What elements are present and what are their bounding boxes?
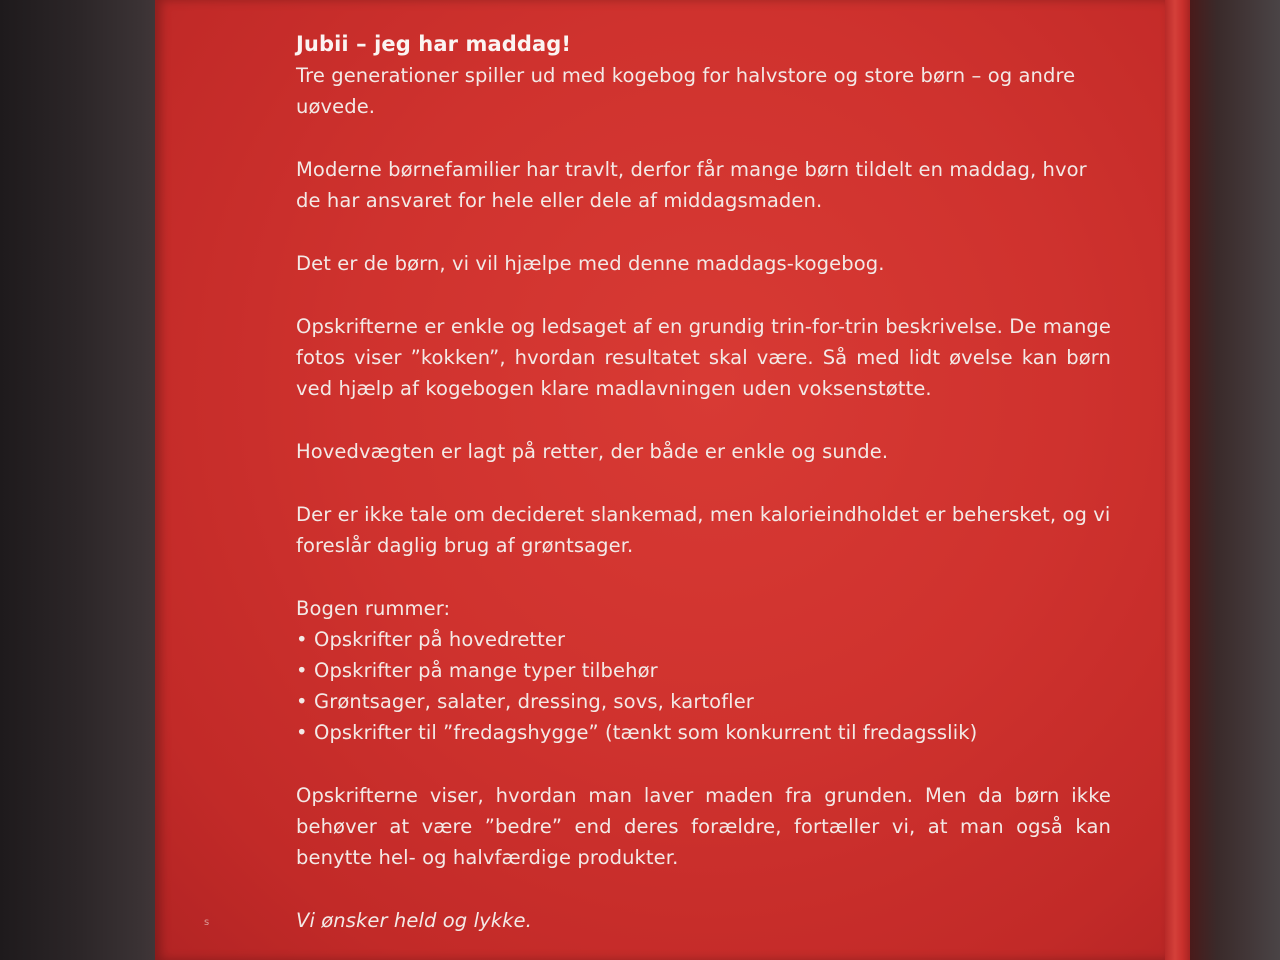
list-item: • Grøntsager, salater, dressing, sovs, kartofler	[296, 686, 1111, 717]
paragraph-busy-families: Moderne børnefamilier har travlt, derfor får mange børn tildelt en maddag, hvor de har ansvaret for hele eller dele af middagsmaden.	[296, 158, 1087, 212]
paragraph-recipes: Opskrifterne er enkle og ledsaget af en grundig trin-for-trin beskrivelse. De mange fotos viser ”kokken”, hvordan resultatet skal være. Så med lidt øvelse kan børn ved hjælp af kogebogen klare madlavningen uden voksenstøtte.	[296, 315, 1111, 400]
list-item: • Opskrifter til ”fredagshygge” (tænkt som konkurrent til fredagsslik)	[296, 717, 1111, 748]
list-item: • Opskrifter på mange typer tilbehør	[296, 655, 1111, 686]
bullet-icon: •	[296, 628, 308, 651]
cover-text	[296, 28, 1111, 936]
paragraph-help-children: Det er de børn, vi vil hjælpe med denne maddags-kogebog.	[296, 252, 885, 275]
background-shadow	[1190, 0, 1280, 960]
cover-intro: Tre generationer spiller ud med kogebog for halvstore og store børn – og andre uøvede.	[296, 64, 1076, 118]
bullet-icon: •	[296, 690, 308, 713]
closing-line: Vi ønsker held og lykke.	[296, 909, 532, 932]
list-heading: Bogen rummer:	[296, 597, 451, 620]
page-mark: s	[204, 917, 210, 928]
contents-list	[296, 624, 1111, 748]
list-item: • Opskrifter på hovedretter	[296, 624, 1111, 655]
paragraph-emphasis: Hovedvægten er lagt på retter, der både er enkle og sunde.	[296, 440, 889, 463]
book-edge	[1165, 0, 1190, 960]
cover-title: Jubii – jeg har maddag!	[296, 32, 572, 56]
paragraph-calories: Der er ikke tale om decideret slankemad, men kalorieindholdet er behersket, og vi foreslår daglig brug af grøntsager.	[296, 503, 1111, 557]
bullet-icon: •	[296, 721, 308, 744]
paragraph-from-scratch: Opskrifterne viser, hvordan man laver maden fra grunden. Men da børn ikke behøver at være ”bedre” end deres forældre, fortæller vi, at man også kan benytte hel- og halvfærdige produkter.	[296, 784, 1111, 869]
bullet-icon: •	[296, 659, 308, 682]
